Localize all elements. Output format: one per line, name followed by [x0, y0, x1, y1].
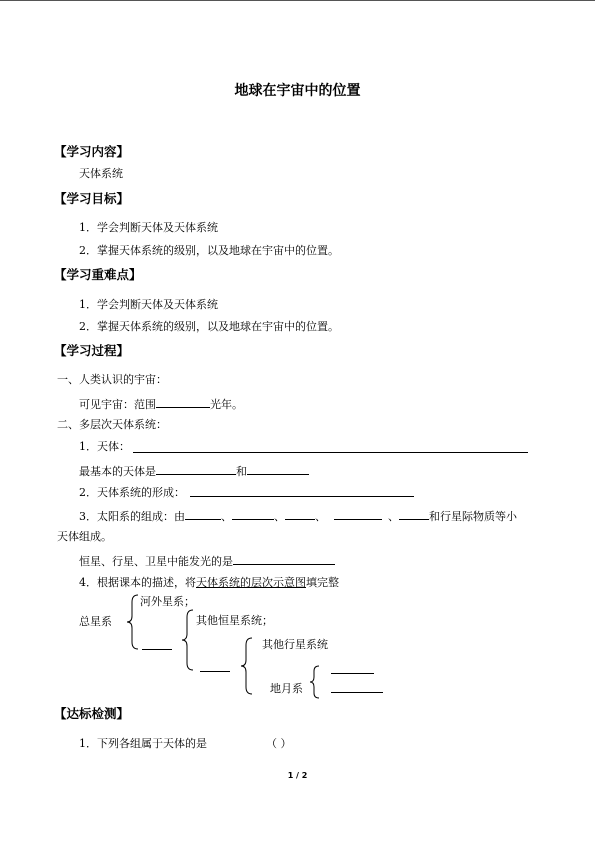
- diagram-extragalactic: 河外星系；: [140, 595, 195, 608]
- q3-continuation: 天体组成。: [57, 530, 112, 543]
- basic-body-and: 和: [236, 465, 247, 478]
- luminous-line: [79, 553, 335, 569]
- visible-universe-pre: 可见宇宙：范围: [79, 398, 156, 411]
- visible-universe-blank[interactable]: [156, 396, 210, 408]
- heading-test: 【达标检测】: [54, 706, 130, 721]
- heading-process: 【学习过程】: [54, 343, 130, 358]
- brace-3: [240, 637, 254, 695]
- q3-sep-3: 、: [315, 510, 326, 523]
- brace-2: [181, 609, 195, 671]
- diagram-earth-moon: 地月系: [270, 682, 303, 695]
- visible-universe-post: 光年。: [210, 398, 243, 411]
- brace-4: [309, 665, 321, 699]
- q3-blank-5[interactable]: [399, 508, 429, 520]
- luminous-pre: 恒星、行星、卫星中能发光的是: [79, 555, 233, 568]
- top-border: [0, 0, 595, 1]
- q1-label: 1．天体：: [79, 440, 130, 453]
- test-q1: 1．下列各组属于天体的是: [79, 737, 207, 750]
- heading-goals: 【学习目标】: [54, 191, 130, 206]
- key-point-item-1: 1．学会判断天体及天体系统: [79, 298, 218, 311]
- q4-pre: 4．根据课本的描述，将: [79, 576, 196, 589]
- diagram-other-planet-systems: 其他行星系统: [262, 638, 328, 651]
- page-title: 地球在宇宙中的位置: [234, 83, 361, 99]
- q3-sep-1: 、: [221, 510, 232, 523]
- q3-sep-2: 、: [274, 510, 285, 523]
- q1-blank[interactable]: [133, 452, 528, 453]
- q3-blank-3[interactable]: [285, 508, 315, 520]
- q4-underlined: 天体系统的层次示意图: [196, 576, 306, 589]
- q3-sep-4: 、: [388, 510, 399, 523]
- luminous-blank[interactable]: [233, 553, 335, 565]
- q4-post: 填完整: [306, 576, 339, 589]
- q2-label: 2．天体系统的形成：: [79, 486, 185, 499]
- diagram-root-label: 总星系: [79, 615, 112, 628]
- content-text: 天体系统: [79, 167, 123, 180]
- heading-key-points: 【学习重难点】: [54, 267, 142, 282]
- heading-content: 【学习内容】: [54, 144, 130, 159]
- test-q1-answer-paren: （ ）: [266, 737, 292, 750]
- q3-blank-2[interactable]: [232, 508, 274, 520]
- q3-pre: 3．太阳系的组成：由: [79, 510, 185, 523]
- basic-body-blank-1[interactable]: [156, 463, 236, 475]
- q3-line: [79, 508, 517, 524]
- q3-blank-1[interactable]: [185, 508, 221, 520]
- diagram-blank-solar[interactable]: [200, 671, 230, 672]
- diagram-blank-earth-moon-2[interactable]: [331, 692, 383, 693]
- q3-blank-4[interactable]: [334, 508, 382, 520]
- q3-post: 和行星际物质等小: [429, 510, 517, 523]
- diagram-blank-galaxy[interactable]: [142, 649, 172, 650]
- basic-body-pre: 最基本的天体是: [79, 465, 156, 478]
- diagram-other-star-systems: 其他恒星系统；: [196, 614, 273, 627]
- process-part1-heading: 一、人类认识的宇宙：: [57, 373, 167, 386]
- visible-universe-line: [79, 396, 243, 412]
- q4-line: [79, 576, 339, 590]
- goal-item-2: 2．掌握天体系统的级别，以及地球在宇宙中的位置。: [79, 244, 339, 257]
- basic-body-line: [79, 463, 309, 479]
- q2-blank[interactable]: [190, 496, 414, 497]
- process-part2-heading: 二、多层次天体系统：: [57, 418, 167, 431]
- key-point-item-2: 2．掌握天体系统的级别，以及地球在宇宙中的位置。: [79, 320, 339, 333]
- brace-1: [126, 594, 140, 650]
- basic-body-blank-2[interactable]: [247, 463, 309, 475]
- page-number: 1 / 2: [287, 771, 308, 780]
- goal-item-1: 1．学会判断天体及天体系统: [79, 221, 218, 234]
- diagram-blank-earth-moon-1[interactable]: [331, 673, 374, 674]
